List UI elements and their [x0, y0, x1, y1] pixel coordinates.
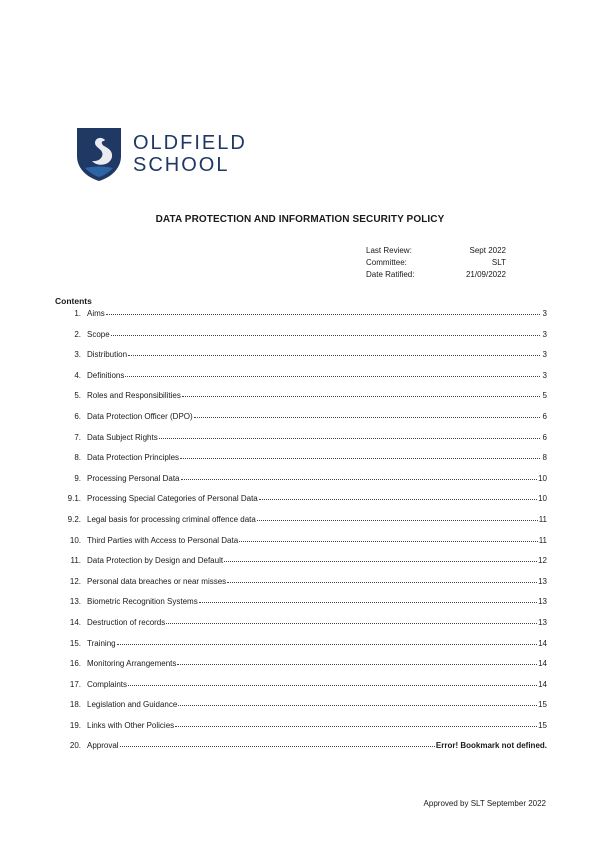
toc-label: Processing Personal Data: [87, 473, 180, 483]
toc-page-number: 14: [538, 638, 547, 648]
toc-page-number: 6: [542, 432, 547, 442]
toc-label: Processing Special Categories of Personal Data: [87, 494, 258, 504]
toc-entry[interactable]: [55, 453, 547, 474]
toc-leader-dots: [178, 705, 537, 706]
meta-row: [366, 257, 506, 269]
meta-row: [366, 245, 506, 257]
toc-number: 7.: [74, 432, 81, 442]
toc-number: 15.: [69, 638, 81, 648]
toc-entry[interactable]: [55, 350, 547, 371]
school-name-line2: SCHOOL: [133, 154, 230, 176]
toc-label: Monitoring Arrangements: [87, 659, 177, 669]
toc-page-number: 10: [538, 473, 547, 483]
toc-label: Biometric Recognition Systems: [87, 597, 198, 607]
toc-page-number: 10: [538, 494, 547, 504]
meta-value: 21/09/2022: [465, 270, 506, 279]
toc-leader-dots: [180, 458, 540, 459]
toc-page-number: 15: [538, 720, 547, 730]
toc-leader-dots: [128, 685, 537, 686]
toc-leader-dots: [182, 396, 540, 397]
contents-heading: Contents: [55, 296, 92, 306]
toc-entry[interactable]: [55, 309, 547, 330]
toc-entry[interactable]: [55, 639, 547, 660]
meta-label: Date Ratified:: [366, 270, 415, 279]
meta-label: Committee:: [366, 258, 407, 267]
toc-page-number: 15: [538, 700, 547, 710]
toc-page-number: 14: [538, 679, 547, 689]
toc-number: 16.: [69, 659, 81, 669]
toc-leader-dots: [159, 438, 540, 439]
toc-page-number: 3: [542, 370, 547, 380]
toc-entry[interactable]: [55, 577, 547, 598]
toc-label: Definitions: [87, 370, 125, 380]
toc-entry[interactable]: [55, 597, 547, 618]
toc-page-number: Error! Bookmark not defined.: [435, 741, 547, 751]
toc-number: 11.: [70, 556, 81, 566]
toc-entry[interactable]: [55, 433, 547, 454]
toc-page-number: 6: [542, 411, 547, 421]
toc-page-number: 13: [538, 597, 547, 607]
toc-leader-dots: [177, 664, 537, 665]
toc-number: 5.: [74, 391, 81, 401]
toc-leader-dots: [175, 726, 537, 727]
toc-label: Data Subject Rights: [87, 432, 158, 442]
toc-leader-dots: [239, 541, 538, 542]
toc-entry[interactable]: [55, 659, 547, 680]
toc-entry[interactable]: [55, 371, 547, 392]
toc-entry[interactable]: [55, 494, 547, 515]
meta-row: [366, 269, 506, 281]
toc-leader-dots: [194, 417, 540, 418]
toc-number: 14.: [69, 617, 81, 627]
toc-entry[interactable]: [55, 721, 547, 742]
toc-entry[interactable]: [55, 474, 547, 495]
toc-label: Legislation and Guidance: [87, 700, 178, 710]
toc-entry[interactable]: [55, 680, 547, 701]
toc-number: 4.: [74, 370, 81, 380]
toc-page-number: 12: [538, 556, 547, 566]
toc-page-number: 14: [538, 659, 547, 669]
toc-number: 8.: [74, 453, 81, 463]
meta-value: SLT: [491, 258, 506, 267]
toc-label: Training: [87, 638, 116, 648]
toc-entry[interactable]: [55, 700, 547, 721]
school-name-line1: OLDFIELD: [133, 132, 247, 154]
toc-leader-dots: [259, 499, 537, 500]
toc-number: 9.2.: [67, 514, 81, 524]
toc-leader-dots: [181, 479, 538, 480]
toc-label: Destruction of records: [87, 617, 166, 627]
toc-entry[interactable]: [55, 556, 547, 577]
toc-entry[interactable]: [55, 618, 547, 639]
toc-page-number: 5: [542, 391, 547, 401]
toc-label: Legal basis for processing criminal offence data: [87, 514, 256, 524]
toc-entry[interactable]: [55, 741, 547, 762]
school-name: [133, 132, 247, 176]
toc-number: 13.: [69, 597, 81, 607]
toc-number: 9.1.: [67, 494, 81, 504]
toc-number: 6.: [74, 411, 81, 421]
toc-label: Links with Other Policies: [87, 720, 175, 730]
toc-leader-dots: [106, 314, 540, 315]
toc-entry[interactable]: [55, 515, 547, 536]
meta-value: Sept 2022: [469, 246, 506, 255]
toc-page-number: 11: [538, 535, 547, 545]
toc-leader-dots: [125, 376, 540, 377]
toc-label: Third Parties with Access to Personal Data: [87, 535, 239, 545]
toc-leader-dots: [166, 623, 537, 624]
school-logo: [75, 126, 247, 182]
toc-page-number: 3: [542, 350, 547, 360]
toc-number: 2.: [74, 329, 81, 339]
toc-leader-dots: [128, 355, 540, 356]
document-title: DATA PROTECTION AND INFORMATION SECURITY POLICY: [155, 214, 445, 225]
toc-page-number: 3: [542, 309, 547, 318]
toc-number: 12.: [69, 576, 81, 586]
toc-label: Data Protection Principles: [87, 453, 180, 463]
toc-entry[interactable]: [55, 391, 547, 412]
toc-leader-dots: [111, 335, 540, 336]
meta-label: Last Review:: [366, 246, 412, 255]
toc-label: Roles and Responsibilities: [87, 391, 181, 401]
toc-leader-dots: [120, 746, 435, 747]
toc-number: 1.: [74, 309, 81, 318]
toc-label: Approval: [87, 741, 119, 751]
toc-leader-dots: [224, 561, 537, 562]
toc-number: 17.: [69, 679, 81, 689]
toc-label: Distribution: [87, 350, 128, 360]
toc-entry[interactable]: [55, 536, 547, 557]
toc-leader-dots: [257, 520, 538, 521]
toc-number: 10.: [69, 535, 81, 545]
approval-footer: Approved by SLT September 2022: [423, 799, 546, 808]
table-of-contents: [55, 309, 547, 762]
toc-page-number: 3: [542, 329, 547, 339]
toc-number: 18.: [69, 700, 81, 710]
toc-number: 20.: [69, 741, 81, 751]
toc-entry[interactable]: [55, 330, 547, 351]
toc-label: Data Protection Officer (DPO): [87, 411, 193, 421]
toc-page-number: 11: [538, 514, 547, 524]
toc-page-number: 13: [538, 617, 547, 627]
toc-label: Data Protection by Design and Default: [87, 556, 224, 566]
toc-leader-dots: [227, 582, 537, 583]
toc-number: 19.: [69, 720, 81, 730]
document-meta: [366, 245, 506, 281]
toc-number: 3.: [74, 350, 81, 360]
toc-label: Complaints: [87, 679, 128, 689]
toc-label: Aims: [87, 309, 105, 318]
toc-entry[interactable]: [55, 412, 547, 433]
toc-leader-dots: [199, 602, 537, 603]
toc-label: Scope: [87, 329, 110, 339]
toc-number: 9.: [74, 473, 81, 483]
toc-leader-dots: [117, 644, 537, 645]
toc-page-number: 8: [542, 453, 547, 463]
swan-shield-icon: [75, 126, 123, 182]
toc-label: Personal data breaches or near misses: [87, 576, 227, 586]
toc-page-number: 13: [538, 576, 547, 586]
